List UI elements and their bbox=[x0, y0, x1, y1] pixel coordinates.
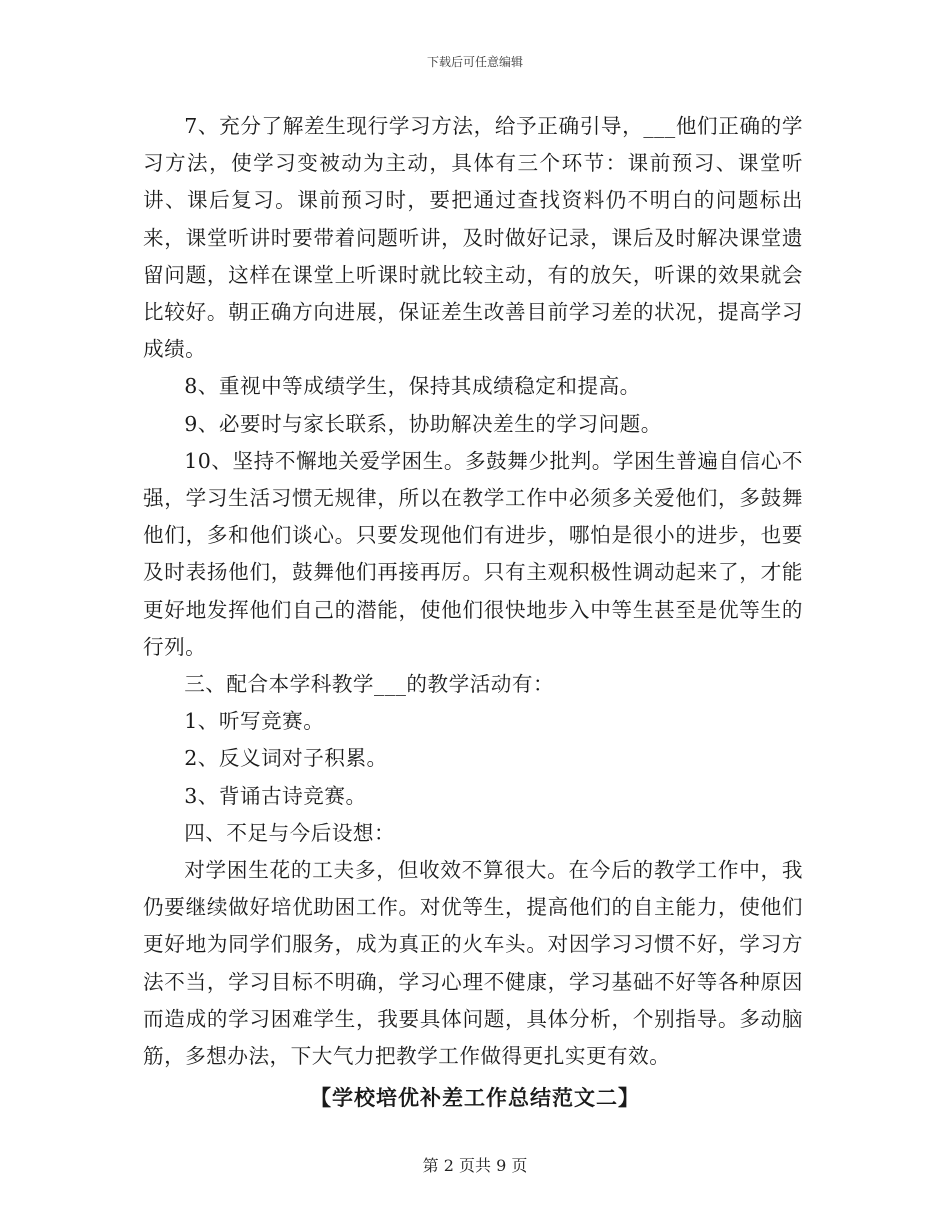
paragraph-item-10: 10、坚持不懈地关爱学困生。多鼓舞少批判。学困生普遍自信心不强，学习生活习惯无规律，所以在教学工作中必须多关爱他们，多鼓舞他们，多和他们谈心。只要发现他们有进步，哪怕是很小的进步，也要及时表扬他们，鼓舞他们再接再厉。只有主观积极性调动起来了，才能更好地发挥他们自己的潜能，使他们很快地步入中等生甚至是优等生的行列。 bbox=[143, 448, 803, 659]
activity-item-1: 1、听写竞赛。 bbox=[184, 709, 325, 734]
page-header: 下载后可任意编辑 bbox=[426, 55, 523, 69]
section-four-heading: 四、不足与今后设想： bbox=[184, 820, 396, 845]
page-footer: 第 2 页共 9 页 bbox=[422, 1156, 528, 1175]
activity-item-3: 3、背诵古诗竞赛。 bbox=[184, 783, 367, 808]
paragraph-future-plans: 对学困生花的工夫多，但收效不算很大。在今后的教学工作中，我仍要继续做好培优助困工作。对优等生，提高他们的自主能力，使他们更好地为同学们服务，成为真正的火车头。对因学习习惯不好，学习方法不当，学习目标不明确，学习心理不健康，学习基础不好等各种原因而造成的学习困难学生，我要具体问题，具体分析，个别指导。多动脑筋，多想办法，下大气力把教学工作做得更扎实更有效。 bbox=[143, 858, 803, 1069]
section-three-heading: 三、配合本学科教学___的教学活动有： bbox=[184, 672, 555, 697]
section-title: 【学校培优补差工作总结范文二】 bbox=[310, 1085, 640, 1110]
paragraph-item-8: 8、重视中等成绩学生，保持其成绩稳定和提高。 bbox=[184, 374, 641, 399]
document-body bbox=[143, 108, 803, 1075]
paragraph-item-7: 7、充分了解差生现行学习方法，给予正确引导，___他们正确的学习方法，使学习变被动为主动，具体有三个环节：课前预习、课堂听讲、课后复习。课前预习时，要把通过查找资料仍不明白的问题标出来，课堂听讲时要带着问题听讲，及时做好记录，课后及时解决课堂遗留问题，这样在课堂上听课时就比较主动，有的放矢，听课的效果就会比较好。朝正确方向进展，保证差生改善目前学习差的状况，提高学习成绩。 bbox=[143, 114, 803, 362]
paragraph-item-9: 9、必要时与家长联系，协助解决差生的学习问题。 bbox=[184, 411, 662, 436]
activity-item-2: 2、反义词对子积累。 bbox=[184, 746, 388, 771]
